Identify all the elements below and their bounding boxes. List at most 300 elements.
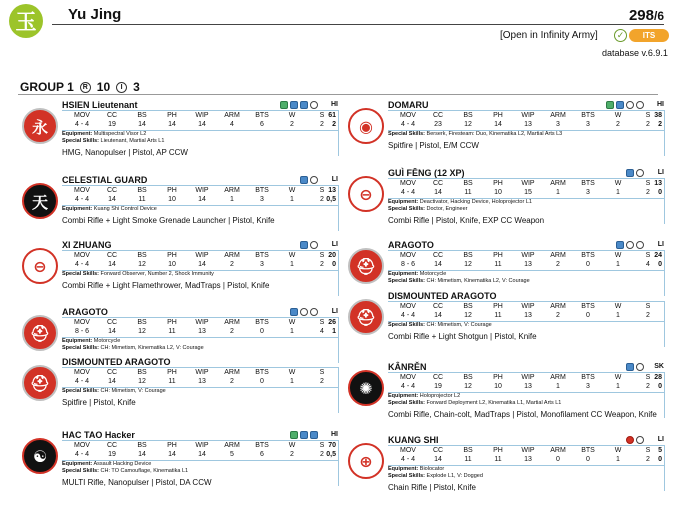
unit-cost: 13 <box>328 187 336 194</box>
skill-icon <box>310 308 318 316</box>
skill-icon <box>280 101 288 109</box>
stat-header: S <box>645 303 651 310</box>
stat-table <box>62 110 338 131</box>
stat-value: 12 <box>464 312 472 319</box>
unit-name: CELESTIAL GUARD <box>62 175 148 185</box>
stat-table <box>62 317 338 338</box>
stat-header: BTS <box>581 180 595 187</box>
stat-value: 12 <box>464 121 472 128</box>
stat-value: 14 <box>168 451 176 458</box>
stat-header: CC <box>106 319 118 326</box>
unit-name: ARAGOTO <box>388 240 434 250</box>
stat-header: BS <box>137 187 147 194</box>
stat-value: 11 <box>464 456 472 463</box>
stat-value: 8 - 6 <box>400 261 415 268</box>
unit-special-skills: Special Skills: Forward Observer, Number 2, Shock Immunity <box>62 271 214 277</box>
stat-header: CC <box>432 252 444 259</box>
stat-header: ARM <box>550 374 566 381</box>
stat-header: MOV <box>400 112 416 119</box>
stat-value: 4 - 4 <box>400 383 415 390</box>
unit-logo-icon: ✺ <box>348 370 384 406</box>
skill-icon <box>300 176 308 184</box>
stat-value: 11 <box>168 378 176 385</box>
stat-value: 1 <box>616 189 620 196</box>
stat-value: 4 - 4 <box>400 456 415 463</box>
stat-header: WIP <box>521 180 535 187</box>
stat-value: 2 <box>290 121 294 128</box>
unit-name: DISMOUNTED ARAGOTO <box>388 291 497 301</box>
stat-header: ARM <box>224 112 240 119</box>
unit-weapons: Chain Rifle | Pistol, Knife <box>388 483 476 492</box>
stat-header: PH <box>493 180 503 187</box>
unit-swc: 0,5 <box>326 196 336 203</box>
unit-name: GUÌ FĒNG (12 XP) <box>388 168 465 178</box>
unit-skill-icons <box>626 363 644 371</box>
stat-header: W <box>288 442 296 449</box>
stat-header: PH <box>167 112 177 119</box>
skill-icon <box>310 101 318 109</box>
stat-value: 3 <box>586 383 590 390</box>
unit-cost: 28 <box>654 374 662 381</box>
unit-type: LI <box>331 308 338 315</box>
unit-swc: 2 <box>332 121 336 128</box>
unit-name: DOMARU <box>388 100 429 110</box>
stat-value: 0 <box>556 456 560 463</box>
stat-header: WIP <box>521 303 535 310</box>
unit-skill-icons <box>616 241 644 249</box>
skill-icon <box>636 363 644 371</box>
unit-skill-icons <box>606 101 644 109</box>
stat-value: 0 <box>586 261 590 268</box>
unit-type: HI <box>657 101 664 108</box>
stat-value: 1 <box>616 261 620 268</box>
stat-value: 4 - 4 <box>74 378 89 385</box>
unit-swc: 0 <box>658 383 662 390</box>
unit-equipment: Equipment: Deactivator, Hacking Device, Holoprojector L1 <box>388 199 532 205</box>
unit-block <box>22 240 338 300</box>
unit-type: HI <box>331 431 338 438</box>
unit-logo-icon: 永 <box>22 108 58 144</box>
stat-value: 14 <box>108 261 116 268</box>
unit-name: HAC TAO Hacker <box>62 430 135 440</box>
unit-bracket <box>338 250 339 296</box>
stat-value: 12 <box>464 261 472 268</box>
stat-header: PH <box>493 252 503 259</box>
unit-block <box>348 100 664 160</box>
stat-header: PH <box>493 112 503 119</box>
unit-cost: 70 <box>328 442 336 449</box>
its-badge: ITS <box>629 29 669 42</box>
skill-icon <box>300 308 308 316</box>
stat-header: S <box>319 187 325 194</box>
stat-header: BS <box>137 252 147 259</box>
stat-header: W <box>614 374 622 381</box>
group-header <box>20 80 140 94</box>
skill-icon <box>616 101 624 109</box>
stat-value: 4 <box>230 121 234 128</box>
group-divider <box>18 94 658 95</box>
stat-value: 13 <box>198 378 206 385</box>
unit-weapons: Combi Rifle + Light Flamethrower, MadTraps | Pistol, Knife <box>62 281 270 290</box>
stat-value: 14 <box>108 196 116 203</box>
stat-table <box>388 445 664 466</box>
stat-value: 2 <box>556 312 560 319</box>
stat-value: 3 <box>556 121 560 128</box>
stat-header: WIP <box>195 442 209 449</box>
stat-header: ARM <box>224 369 240 376</box>
skill-icon <box>636 241 644 249</box>
skill-icon <box>636 169 644 177</box>
stat-value: 0 <box>260 328 264 335</box>
stat-header: WIP <box>521 112 535 119</box>
stat-value: 0 <box>586 312 590 319</box>
stat-header: S <box>645 252 651 259</box>
unit-equipment: Equipment: Holoprojector L2 <box>388 393 461 399</box>
skill-icon <box>626 101 634 109</box>
stat-value: 23 <box>434 121 442 128</box>
stat-header: PH <box>493 447 503 454</box>
stat-table <box>388 301 664 322</box>
unit-skill-icons <box>280 101 318 109</box>
stat-header: MOV <box>74 252 90 259</box>
stat-table <box>62 250 338 271</box>
stat-header: WIP <box>521 252 535 259</box>
stat-header: S <box>645 112 651 119</box>
stat-header: W <box>614 447 622 454</box>
stat-value: 11 <box>168 328 176 335</box>
skill-icon <box>626 241 634 249</box>
stat-value: 4 <box>646 261 650 268</box>
stat-header: MOV <box>400 447 416 454</box>
army-name: Yu Jing <box>68 6 122 23</box>
stat-value: 11 <box>494 261 502 268</box>
stat-header: CC <box>106 112 118 119</box>
unit-bracket <box>664 110 665 156</box>
unit-skill-icons <box>290 431 318 439</box>
stat-header: ARM <box>550 303 566 310</box>
stat-value: 2 <box>230 328 234 335</box>
stat-header: BTS <box>581 374 595 381</box>
unit-name: ARAGOTO <box>62 307 108 317</box>
unit-cost: 61 <box>328 112 336 119</box>
stat-header: W <box>288 319 296 326</box>
unit-block <box>22 100 338 160</box>
stat-value: 1 <box>290 328 294 335</box>
unit-bracket <box>338 317 339 363</box>
stat-header: BTS <box>581 303 595 310</box>
stat-value: 4 - 4 <box>74 451 89 458</box>
stat-header: W <box>614 303 622 310</box>
stat-value: 3 <box>260 261 264 268</box>
unit-cost: 20 <box>328 252 336 259</box>
stat-header: W <box>614 252 622 259</box>
stat-value: 13 <box>524 121 532 128</box>
stat-value: 2 <box>320 378 324 385</box>
stat-header: S <box>319 319 325 326</box>
stat-header: BTS <box>255 369 269 376</box>
stat-header: CC <box>106 187 118 194</box>
stat-header: PH <box>493 303 503 310</box>
unit-type: LI <box>331 241 338 248</box>
stat-table <box>388 372 664 393</box>
unit-skill-icons <box>626 436 644 444</box>
stat-header: BS <box>137 112 147 119</box>
skill-icon <box>606 101 614 109</box>
unit-skill-icons <box>300 241 318 249</box>
unit-logo-icon: ⛑ <box>22 365 58 401</box>
unit-skill-icons <box>626 169 644 177</box>
stat-header: W <box>288 187 296 194</box>
unit-special-skills: Special Skills: CH: Mimetism, V: Courage <box>62 388 166 394</box>
unit-name: KUANG SHI <box>388 435 439 445</box>
stat-value: 4 - 4 <box>74 196 89 203</box>
stat-value: 11 <box>138 196 146 203</box>
stat-header: W <box>288 112 296 119</box>
unit-type: LI <box>657 436 664 443</box>
stat-header: MOV <box>74 319 90 326</box>
unit-weapons: HMG, Nanopulser | Pistol, AP CCW <box>62 148 188 157</box>
regular-order-count: 10 <box>96 80 111 94</box>
stat-header: WIP <box>195 112 209 119</box>
stat-header: ARM <box>550 252 566 259</box>
stat-header: MOV <box>74 187 90 194</box>
stat-header: BTS <box>581 252 595 259</box>
stat-value: 14 <box>108 378 116 385</box>
stat-value: 2 <box>646 121 650 128</box>
stat-table <box>388 178 664 199</box>
unit-bracket <box>664 178 665 224</box>
stat-value: 1 <box>556 189 560 196</box>
stat-header: PH <box>167 442 177 449</box>
unit-bracket <box>664 301 665 347</box>
stat-header: CC <box>432 180 444 187</box>
unit-type: HI <box>331 101 338 108</box>
unit-weapons: Combi Rifle + Light Smoke Grenade Launcher | Pistol, Knife <box>62 216 275 225</box>
unit-cost: 26 <box>328 319 336 326</box>
stat-header: S <box>645 180 651 187</box>
unit-swc: 0 <box>658 261 662 268</box>
skill-icon <box>290 308 298 316</box>
stat-value: 1 <box>290 196 294 203</box>
skill-icon <box>626 169 634 177</box>
stat-header: BTS <box>255 187 269 194</box>
stat-table <box>62 440 338 461</box>
unit-swc: 0 <box>658 456 662 463</box>
skill-icon <box>310 431 318 439</box>
skill-icon <box>626 436 634 444</box>
unit-name: XI ZHUANG <box>62 240 112 250</box>
stat-header: W <box>288 369 296 376</box>
check-icon: ✓ <box>614 29 627 42</box>
stat-header: ARM <box>224 319 240 326</box>
unit-equipment: Equipment: Assault Hacking Device <box>62 461 152 467</box>
skill-icon <box>310 176 318 184</box>
stat-value: 11 <box>494 312 502 319</box>
irregular-order-icon: I <box>116 82 127 93</box>
stat-header: PH <box>167 252 177 259</box>
stat-header: S <box>645 374 651 381</box>
stat-table <box>62 367 338 388</box>
stat-value: 14 <box>198 451 206 458</box>
header <box>0 0 676 32</box>
unit-cost: 38 <box>654 112 662 119</box>
unit-bracket <box>664 250 665 296</box>
stat-value: 2 <box>646 456 650 463</box>
unit-bracket <box>664 445 665 491</box>
unit-bracket <box>338 185 339 231</box>
unit-logo-icon: ⊖ <box>348 176 384 212</box>
stat-value: 4 - 4 <box>400 312 415 319</box>
unit-logo-icon: ⊖ <box>22 248 58 284</box>
stat-value: 12 <box>138 328 146 335</box>
unit-special-skills: Special Skills: Berserk, Firesteam: Duo, Kinematika L2, Martial Arts L3 <box>388 131 563 137</box>
unit-special-skills: Special Skills: Explode L1, V: Dogged <box>388 473 483 479</box>
stat-header: BS <box>463 447 473 454</box>
stat-header: BS <box>137 319 147 326</box>
stat-table <box>388 250 664 271</box>
stat-header: CC <box>432 303 444 310</box>
stat-value: 1 <box>616 456 620 463</box>
unit-bracket <box>338 110 339 156</box>
unit-weapons: MULTI Rifle, Nanopulser | Pistol, DA CCW <box>62 478 212 487</box>
stat-header: MOV <box>74 442 90 449</box>
stat-value: 2 <box>646 189 650 196</box>
stat-header: BTS <box>255 442 269 449</box>
stat-header: BS <box>137 369 147 376</box>
unit-equipment: Equipment: Multispectral Visor L2 <box>62 131 147 137</box>
unit-type: LI <box>657 241 664 248</box>
stat-header: W <box>288 252 296 259</box>
stat-value: 14 <box>198 196 206 203</box>
regular-order-icon: R <box>80 82 91 93</box>
unit-name: DISMOUNTED ARAGOTO <box>62 357 171 367</box>
stat-header: ARM <box>224 442 240 449</box>
stat-header: CC <box>432 374 444 381</box>
stat-header: W <box>614 180 622 187</box>
skill-icon <box>290 101 298 109</box>
unit-weapons: Combi Rifle + Light Shotgun | Pistol, Knife <box>388 332 537 341</box>
stat-value: 2 <box>320 196 324 203</box>
unit-name: HSIEN Lieutenant <box>62 100 138 110</box>
unit-weapons: Spitfire | Pistol, E/M CCW <box>388 141 479 150</box>
unit-cost: 13 <box>654 180 662 187</box>
stat-header: ARM <box>550 112 566 119</box>
skill-icon <box>616 241 624 249</box>
stat-header: PH <box>167 319 177 326</box>
stat-header: WIP <box>195 187 209 194</box>
stat-value: 1 <box>556 383 560 390</box>
stat-value: 4 - 4 <box>400 121 415 128</box>
unit-swc: 0 <box>658 189 662 196</box>
stat-header: WIP <box>195 319 209 326</box>
stat-value: 2 <box>320 121 324 128</box>
skill-icon <box>300 241 308 249</box>
stat-value: 11 <box>494 456 502 463</box>
stat-value: 13 <box>198 328 206 335</box>
unit-name: KÂNRĚN <box>388 362 427 372</box>
stat-value: 13 <box>524 261 532 268</box>
stat-value: 2 <box>230 378 234 385</box>
skill-icon <box>626 363 634 371</box>
stat-value: 11 <box>464 189 472 196</box>
stat-value: 10 <box>494 383 502 390</box>
irregular-order-count: 3 <box>133 80 140 94</box>
unit-swc: 0,5 <box>326 451 336 458</box>
stat-header: BTS <box>581 112 595 119</box>
unit-special-skills: Special Skills: Lieutenant, Martial Arts L1 <box>62 138 165 144</box>
stat-header: CC <box>432 447 444 454</box>
stat-header: BS <box>463 303 473 310</box>
stat-value: 14 <box>138 121 146 128</box>
stat-header: W <box>614 112 622 119</box>
unit-weapons: Spitfire | Pistol, Knife <box>62 398 136 407</box>
unit-block <box>348 291 664 351</box>
unit-block <box>22 430 338 490</box>
stat-value: 14 <box>434 261 442 268</box>
stat-value: 14 <box>434 189 442 196</box>
stat-value: 0 <box>260 378 264 385</box>
unit-swc: 1 <box>332 328 336 335</box>
stat-value: 10 <box>168 196 176 203</box>
unit-weapons: Combi Rifle, Chain-colt, MadTraps | Pistol, Monofilament CC Weapon, Knife <box>388 410 657 419</box>
unit-special-skills: Special Skills: CH: TO Camouflage, Kinematika L1 <box>62 468 189 474</box>
stat-value: 1 <box>230 196 234 203</box>
skill-icon <box>290 431 298 439</box>
stat-value: 2 <box>320 261 324 268</box>
stat-table <box>388 110 664 131</box>
unit-cost: 24 <box>654 252 662 259</box>
stat-value: 14 <box>138 451 146 458</box>
unit-block <box>348 435 664 495</box>
stat-value: 3 <box>586 121 590 128</box>
unit-weapons: Combi Rifle | Pistol, Knife, EXP CC Weapon <box>388 216 545 225</box>
unit-logo-icon: ◉ <box>348 108 384 144</box>
stat-value: 14 <box>198 261 206 268</box>
unit-type: LI <box>657 169 664 176</box>
stat-header: WIP <box>195 369 209 376</box>
unit-bracket <box>338 440 339 486</box>
stat-header: ARM <box>550 180 566 187</box>
stat-header: MOV <box>400 303 416 310</box>
stat-header: BS <box>463 180 473 187</box>
stat-header: ARM <box>224 187 240 194</box>
unit-type: LI <box>331 176 338 183</box>
stat-value: 14 <box>434 312 442 319</box>
army-logo-icon: 玉 <box>9 4 43 38</box>
stat-value: 13 <box>524 312 532 319</box>
stat-header: S <box>645 447 651 454</box>
stat-value: 4 - 4 <box>74 121 89 128</box>
unit-logo-icon: ⛑ <box>22 315 58 351</box>
unit-block <box>22 175 338 235</box>
stat-value: 19 <box>108 451 116 458</box>
unit-cost: 5 <box>658 447 662 454</box>
stat-value: 0 <box>586 456 590 463</box>
stat-header: BS <box>463 252 473 259</box>
unit-logo-icon: ⛑ <box>348 299 384 335</box>
stat-header: S <box>319 252 325 259</box>
stat-value: 2 <box>230 261 234 268</box>
stat-value: 12 <box>464 383 472 390</box>
stat-value: 3 <box>260 196 264 203</box>
unit-logo-icon: 天 <box>22 183 58 219</box>
stat-header: S <box>319 442 325 449</box>
stat-header: CC <box>432 112 444 119</box>
open-in-infinity-army-link[interactable]: [Open in Infinity Army] <box>500 30 598 41</box>
stat-value: 2 <box>646 383 650 390</box>
unit-logo-icon: ☯ <box>22 438 58 474</box>
stat-header: S <box>319 112 325 119</box>
